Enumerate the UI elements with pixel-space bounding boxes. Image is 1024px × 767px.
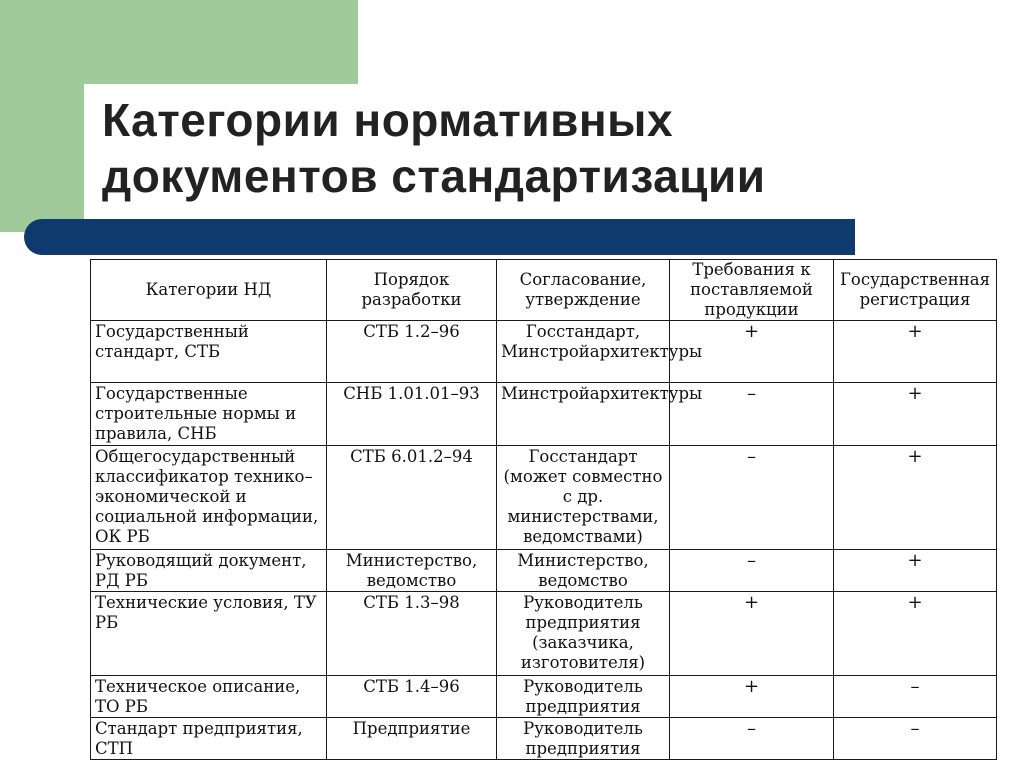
header-category: Категории НД (91, 260, 327, 321)
cell-registration: + (834, 321, 997, 383)
cell-registration: + (834, 550, 997, 592)
table-row (91, 321, 997, 383)
cell-registration: + (834, 592, 997, 676)
cell-procedure: СНБ 1.01.01–93 (327, 383, 497, 446)
cell-category: Государственные строительные нормы и правила, СНБ (91, 383, 327, 446)
cell-requirements: – (670, 550, 834, 592)
table-row (91, 592, 997, 676)
cell-approval: Министерство, ведомство (497, 550, 670, 592)
cell-procedure: Предприятие (327, 718, 497, 760)
cell-procedure: Министерство, ведомство (327, 550, 497, 592)
cell-category: Технические условия, ТУ РБ (91, 592, 327, 676)
table-row (91, 676, 997, 718)
slide-title (102, 92, 766, 204)
cell-procedure: СТБ 1.3–98 (327, 592, 497, 676)
cell-requirements: + (670, 592, 834, 676)
cell-category: Техническое описание, ТО РБ (91, 676, 327, 718)
cell-category: Руководящий документ, РД РБ (91, 550, 327, 592)
cell-approval: Руководитель предприятия (заказчика, изготовителя) (497, 592, 670, 676)
cell-procedure: СТБ 6.01.2–94 (327, 446, 497, 550)
cell-approval: Госстандарт, Минстройархитектуры (497, 321, 670, 383)
cell-procedure: СТБ 1.2–96 (327, 321, 497, 383)
table-row (91, 446, 997, 550)
cell-approval: Руководитель предприятия (497, 676, 670, 718)
table-header-row (91, 260, 997, 321)
header-approval: Согласование, утверждение (497, 260, 670, 321)
slide-title-line-2: документов стандартизации (102, 150, 766, 202)
header-requirements: Требования к поставляемой продукции (670, 260, 834, 321)
cell-registration: – (834, 718, 997, 760)
table-row (91, 550, 997, 592)
cell-approval: Руководитель предприятия (497, 718, 670, 760)
cell-approval: Госстандарт (может совместно с др. министерствами, ведомствами) (497, 446, 670, 550)
cell-requirements: + (670, 321, 834, 383)
header-procedure: Порядок разработки (327, 260, 497, 321)
title-underline-bar (24, 219, 855, 255)
cell-registration: – (834, 676, 997, 718)
cell-requirements: – (670, 446, 834, 550)
slide-title-line-1: Категории нормативных (102, 94, 674, 146)
header-registration: Государственная регистрация (834, 260, 997, 321)
table-row (91, 718, 997, 760)
cell-requirements: + (670, 676, 834, 718)
cell-category: Стандарт предприятия, СТП (91, 718, 327, 760)
cell-category: Общегосударственный классификатор технико–экономической и социальной информации, ОК РБ (91, 446, 327, 550)
cell-approval: Минстройархитектуры (497, 383, 670, 446)
cell-requirements: – (670, 718, 834, 760)
cell-registration: + (834, 383, 997, 446)
nd-categories-table (90, 259, 997, 760)
cell-registration: + (834, 446, 997, 550)
table-row (91, 383, 997, 446)
cell-procedure: СТБ 1.4–96 (327, 676, 497, 718)
cell-requirements: – (670, 383, 834, 446)
cell-category: Государственный стандарт, СТБ (91, 321, 327, 383)
